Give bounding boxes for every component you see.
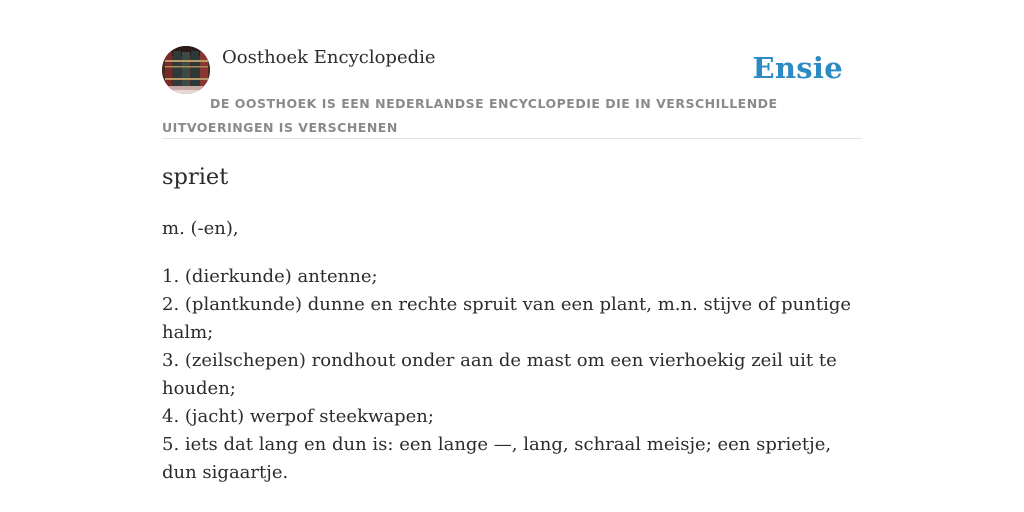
- entry-grammar: m. (-en),: [162, 218, 239, 239]
- source-avatar[interactable]: [162, 46, 210, 94]
- definition-item: 1. (dierkunde) antenne;: [162, 266, 378, 287]
- ensie-logo[interactable]: Ensie: [752, 51, 843, 85]
- definition-item: 5. iets dat lang en dun is: een lange —, lang, schraal meisje; een sprietje, dun sigaartje.: [162, 434, 832, 483]
- encyclopedia-books-icon: [162, 46, 210, 94]
- definition-item: 2. (plantkunde) dunne en rechte spruit van een plant, m.n. stijve of puntige halm;: [162, 294, 852, 343]
- entry-word: spriet: [162, 164, 229, 190]
- source-header: [162, 46, 862, 139]
- source-description: DE OOSTHOEK IS EEN NEDERLANDSE ENCYCLOPEDIE DIE IN VERSCHILLENDE UITVOERINGEN IS VERSCHENEN: [162, 96, 778, 135]
- entry-card: [162, 46, 862, 483]
- definition-item: 4. (jacht) werpof steekwapen;: [162, 406, 434, 427]
- definition-list: [162, 263, 867, 487]
- source-name[interactable]: Oosthoek Encyclopedie: [222, 47, 436, 68]
- definition-item: 3. (zeilschepen) rondhout onder aan de mast om een vierhoekig zeil uit te houden;: [162, 350, 837, 399]
